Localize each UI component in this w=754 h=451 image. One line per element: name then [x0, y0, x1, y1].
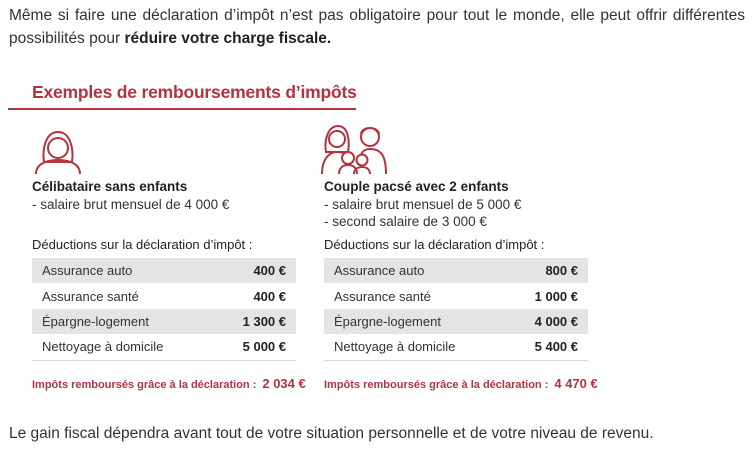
table-row: [32, 258, 296, 283]
table-row: [32, 309, 296, 334]
table-row: [32, 283, 296, 308]
infographic-title: Exemples de remboursements d’impôts: [32, 82, 357, 102]
couple-detail-salary: - salaire brut mensuel de 5 000 €: [324, 197, 522, 212]
row-amount: 400 €: [214, 283, 296, 308]
couple-deductions-table: [324, 258, 588, 361]
single-person-icon: [28, 122, 88, 174]
intro-bold-text: réduire votre charge fiscale.: [124, 30, 332, 47]
single-refund: [32, 376, 306, 391]
intro-paragraph: [9, 4, 745, 50]
couple-detail-second-salary: - second salaire de 3 000 €: [324, 214, 487, 229]
row-amount: 1 000 €: [506, 283, 588, 308]
row-label: Assurance santé: [324, 283, 506, 308]
row-label: Épargne-logement: [32, 309, 214, 334]
single-detail-salary: - salaire brut mensuel de 4 000 €: [32, 197, 230, 212]
row-amount: 800 €: [506, 258, 588, 283]
refund-total: 4 470 €: [554, 376, 598, 391]
row-amount: 5 400 €: [506, 334, 588, 360]
table-row: [324, 309, 588, 334]
row-amount: 400 €: [214, 258, 296, 283]
refund-total: 2 034 €: [262, 376, 306, 391]
intro-text: Même si faire une déclaration d’impôt n’est pas obligatoire pour tout le monde, elle peut offrir différentes possibilités pour: [9, 7, 745, 47]
row-label: Assurance auto: [32, 258, 214, 283]
single-deductions-table: [32, 258, 296, 361]
refund-label: Impôts remboursés grâce à la déclaration :: [32, 379, 257, 391]
table-row: [324, 283, 588, 308]
single-deductions-label: Déductions sur la déclaration d’impôt :: [32, 237, 253, 252]
row-amount: 5 000 €: [214, 334, 296, 360]
tax-refund-infographic: [0, 70, 754, 410]
outro-paragraph: Le gain fiscal dépendra avant tout de votre situation personnelle et de votre niveau de revenu.: [9, 425, 654, 442]
row-amount: 1 300 €: [214, 309, 296, 334]
row-label: Nettoyage à domicile: [32, 334, 214, 360]
table-row: [324, 258, 588, 283]
single-heading: Célibataire sans enfants: [32, 179, 188, 194]
row-label: Épargne-logement: [324, 309, 506, 334]
row-label: Assurance santé: [32, 283, 214, 308]
refund-label: Impôts remboursés grâce à la déclaration :: [324, 379, 549, 391]
title-divider: [8, 108, 356, 110]
row-label: Nettoyage à domicile: [324, 334, 506, 360]
couple-refund: [324, 376, 598, 391]
row-label: Assurance auto: [324, 258, 506, 283]
table-row: [324, 334, 588, 360]
table-row: [32, 334, 296, 360]
row-amount: 4 000 €: [506, 309, 588, 334]
couple-deductions-label: Déductions sur la déclaration d’impôt :: [324, 237, 545, 252]
couple-heading: Couple pacsé avec 2 enfants: [324, 179, 509, 194]
family-icon: [320, 122, 392, 174]
